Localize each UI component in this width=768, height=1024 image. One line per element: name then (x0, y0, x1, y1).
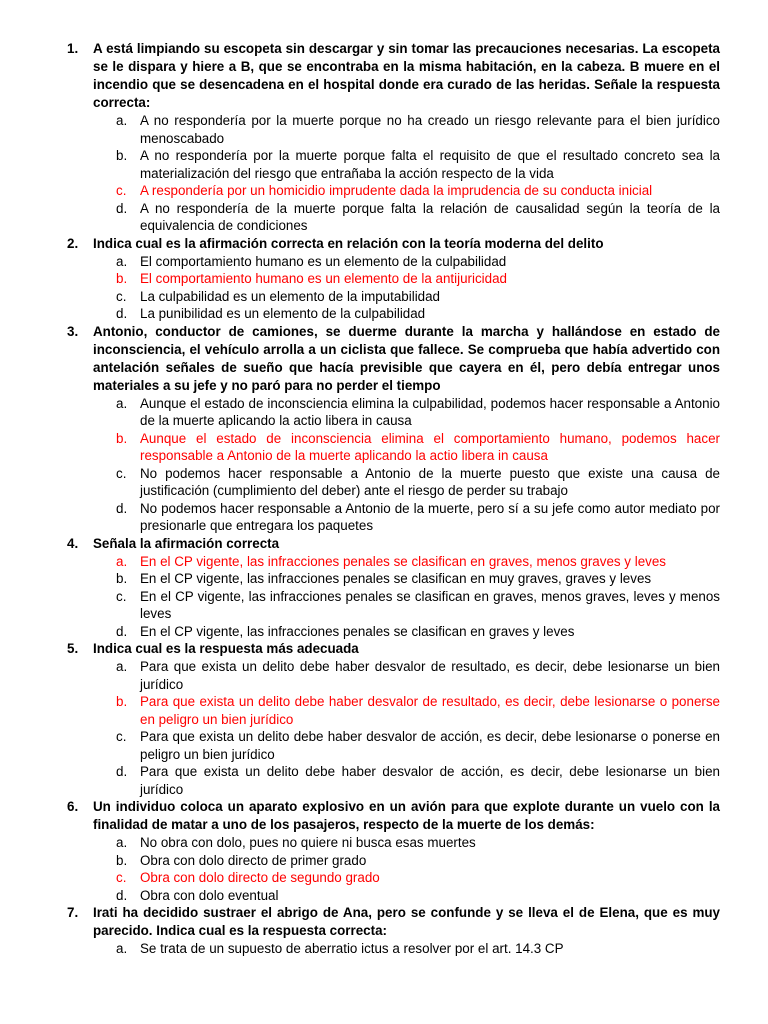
option-text: En el CP vigente, las infracciones penales se clasifican en graves, menos graves y leves (140, 553, 666, 569)
question-text: Irati ha decidido sustraer el abrigo de Ana, pero se confunde y se lleva el de Elena, que es muy parecido. Indica cual es la respuesta correcta: (93, 905, 720, 938)
option-letter: a. (116, 395, 128, 411)
question-7 (67, 904, 720, 940)
option-letter: b. (116, 148, 128, 163)
question-2 (67, 235, 720, 253)
option-text: Aunque el estado de inconsciencia elimina el comportamiento humano, podemos hacer responsable a Antonio de la muerte aplicando la actio libera in causa (140, 430, 720, 463)
option-letter: c. (116, 588, 127, 604)
question-4 (67, 535, 720, 553)
option-letter: d. (116, 764, 128, 779)
options-list (0, 658, 768, 798)
option-letter: a. (116, 941, 128, 956)
option-letter: a. (116, 659, 128, 674)
question-text: Señala la afirmación correcta (93, 535, 280, 551)
question-number: 3. (67, 323, 79, 339)
option-letter: b. (116, 852, 128, 868)
option-letter: b. (116, 271, 128, 286)
option-d (116, 623, 720, 641)
question-3 (67, 323, 720, 395)
option-text: Aunque el estado de inconsciencia elimina la culpabilidad, podemos hacer responsable a Antonio de la muerte aplicando la actio libera in causa (140, 395, 720, 428)
option-text: Obra con dolo directo de primer grado (140, 852, 367, 868)
question-number: 1. (67, 41, 79, 56)
option-text: En el CP vigente, las infracciones penales se clasifican en graves, menos graves, leves y menos leves (140, 588, 720, 621)
option-c (116, 728, 720, 763)
option-c (116, 465, 720, 500)
option-d (116, 500, 720, 535)
option-a (116, 253, 720, 271)
question-text: Un individuo coloca un aparato explosivo en un avión para que explote durante un vuelo con la finalidad de matar a uno de los pasajeros, respecto de la muerte de los demás: (93, 799, 720, 832)
option-text: Obra con dolo eventual (140, 887, 279, 903)
option-a-correct-answer (116, 553, 720, 571)
options-list (0, 112, 768, 235)
option-b (116, 570, 720, 588)
option-letter: a. (116, 553, 128, 569)
question-number: 7. (67, 905, 79, 920)
option-c-correct-answer (116, 869, 720, 887)
option-b-correct-answer (116, 270, 720, 288)
option-letter: c. (116, 183, 127, 198)
option-text: La culpabilidad es un elemento de la imputabilidad (140, 288, 441, 304)
option-letter: b. (116, 694, 128, 709)
question-text: A está limpiando su escopeta sin descargar y sin tomar las precauciones necesarias. La escopeta se le dispara y hiere a B, que se encontraba en la misma habitación, en la cabeza. B muere en el incendio que se desencadena en el hospital donde era curado de las heridas. Señale la respuesta correcta: (93, 41, 720, 110)
option-c (116, 588, 720, 623)
option-letter: c. (116, 465, 127, 481)
option-letter: c. (116, 870, 127, 885)
question-text: Indica cual es la respuesta más adecuada (93, 641, 359, 656)
option-text: En el CP vigente, las infracciones penales se clasifican en graves y leves (140, 623, 575, 639)
option-d (116, 763, 720, 798)
option-text: A no respondería por la muerte porque no ha creado un riesgo relevante para el bien jurídico menoscabado (140, 113, 720, 146)
option-text: En el CP vigente, las infracciones penales se clasifican en muy graves, graves y leves (140, 571, 652, 586)
option-text: No podemos hacer responsable a Antonio de la muerte puesto que existe una causa de justificación (cumplimiento del deber) ante el riesgo de perder su trabajo (140, 465, 720, 498)
option-a (116, 658, 720, 693)
options-list (0, 553, 768, 641)
option-b-correct-answer (116, 430, 720, 465)
option-c (116, 288, 720, 306)
option-text: El comportamiento humano es un elemento de la culpabilidad (140, 253, 507, 269)
option-d (116, 305, 720, 323)
option-text: A no respondería por la muerte porque falta el requisito de que el resultado concreto sea la materialización del riesgo que entrañaba la acción respecto de la vida (140, 148, 720, 181)
question-1 (67, 40, 720, 112)
question-number: 4. (67, 535, 79, 551)
option-text: A respondería por un homicidio imprudente dada la imprudencia de su conducta inicial (140, 183, 653, 198)
question-text: Indica cual es la afirmación correcta en relación con la teoría moderna del delito (93, 235, 604, 251)
option-letter: d. (116, 306, 128, 321)
question-6 (67, 798, 720, 834)
option-letter: d. (116, 200, 128, 216)
option-b-correct-answer (116, 693, 720, 728)
option-d (116, 200, 720, 235)
option-letter: d. (116, 887, 128, 903)
options-list (0, 253, 768, 323)
option-b (116, 852, 720, 870)
option-letter: b. (116, 430, 128, 446)
option-b (116, 147, 720, 182)
option-a (116, 834, 720, 852)
option-a (116, 940, 720, 958)
option-letter: c. (116, 288, 127, 304)
option-letter: d. (116, 500, 128, 516)
question-5 (67, 640, 720, 658)
question-number: 5. (67, 641, 79, 656)
option-letter: b. (116, 571, 128, 586)
option-text: A no respondería de la muerte porque falta la relación de causalidad según la teoría de la equivalencia de condiciones (140, 200, 720, 233)
option-text: El comportamiento humano es un elemento de la antijuricidad (140, 271, 507, 286)
question-number: 6. (67, 799, 79, 814)
option-letter: d. (116, 623, 128, 639)
option-text: No obra con dolo, pues no quiere ni busca esas muertes (140, 835, 476, 850)
question-number: 2. (67, 235, 79, 251)
option-text: Para que exista un delito debe haber desvalor de acción, es decir, debe lesionarse un bien jurídico (140, 764, 720, 797)
options-list (0, 395, 768, 535)
option-text: No podemos hacer responsable a Antonio de la muerte, pero sí a su jefe como autor mediato por presionarle que entregara los paquetes (140, 500, 720, 533)
option-c-correct-answer (116, 182, 720, 200)
question-text: Antonio, conductor de camiones, se duerme durante la marcha y hallándose en estado de inconsciencia, el vehículo arrolla a un ciclista que fallece. Se comprueba que había advertido con antelación señales de sueño que hacía previsible que cayera en él, pero debía entregar unos materiales a su jefe y no paró para no perder el tiempo (93, 323, 720, 393)
option-text: Para que exista un delito debe haber desvalor de resultado, es decir, debe lesionarse un bien jurídico (140, 659, 720, 692)
option-letter: a. (116, 113, 128, 128)
option-text: Para que exista un delito debe haber desvalor de acción, es decir, debe lesionarse o ponerse en peligro un bien jurídico (140, 729, 720, 762)
option-text: Se trata de un supuesto de aberratio ictus a resolver por el art. 14.3 CP (140, 941, 564, 956)
option-a (116, 112, 720, 147)
option-text: La punibilidad es un elemento de la culpabilidad (140, 306, 426, 321)
option-a (116, 395, 720, 430)
option-text: Obra con dolo directo de segundo grado (140, 870, 380, 885)
option-letter: c. (116, 729, 127, 744)
options-list (0, 940, 768, 958)
option-text: Para que exista un delito debe haber desvalor de resultado, es decir, debe lesionarse o ponerse en peligro un bien jurídico (140, 694, 720, 727)
option-letter: a. (116, 835, 128, 850)
option-letter: a. (116, 253, 128, 269)
options-list (0, 834, 768, 904)
option-d (116, 887, 720, 905)
